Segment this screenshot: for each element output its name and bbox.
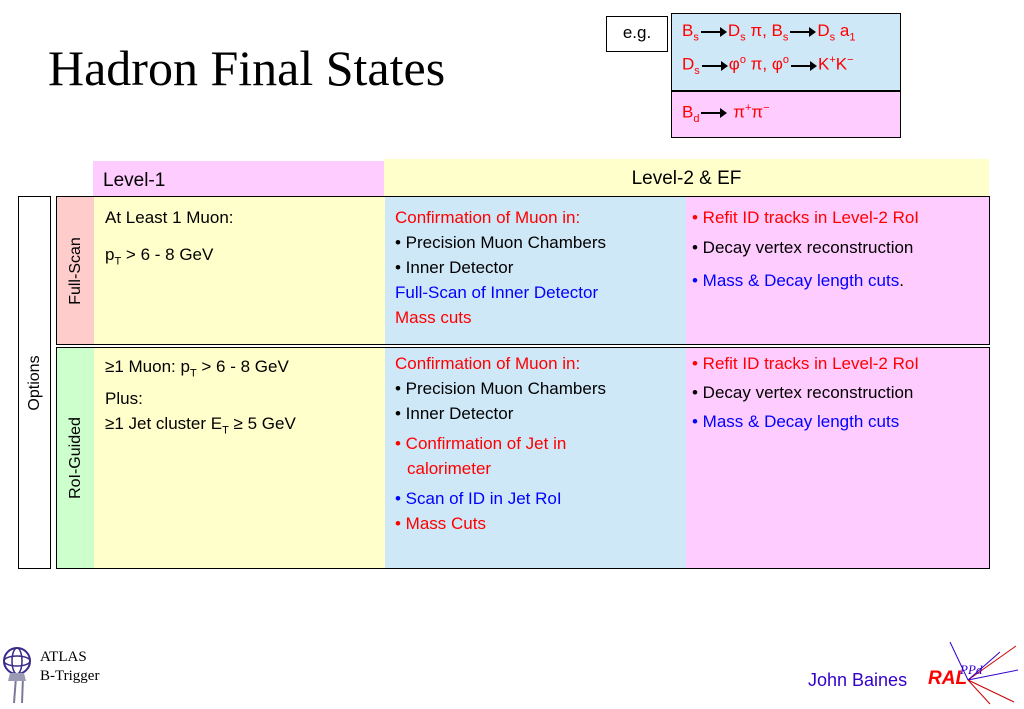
arrow-icon: [701, 112, 725, 114]
atlas-footer-text: [40, 648, 99, 686]
atlas-logo-icon: [2, 643, 36, 705]
example-bs-decays: [671, 13, 901, 91]
fullscan-l2-line: • Inner Detector: [395, 258, 514, 277]
roiguided-l2-line: • Inner Detector: [395, 404, 514, 423]
arrow-icon: [791, 65, 815, 67]
ral-logo-text: RAL: [928, 668, 968, 689]
options-box: [18, 196, 51, 569]
roiguided-l1-muon: ≥1 Muon: $p_T > 6 - 8$ GeV: [105, 357, 289, 380]
example-line-2: $D_s$ $\varphi^o$ π, $\varphi^o$ K+K−: [682, 54, 854, 78]
level1-header: Level-1: [93, 161, 384, 196]
page-title: Hadron Final States: [48, 40, 446, 96]
options-label: Options: [25, 354, 43, 411]
fullscan-row: [56, 196, 990, 345]
roiguided-l2-line: • Scan of ID in Jet RoI: [395, 489, 562, 508]
fullscan-level1-cell: [94, 197, 385, 344]
roiguided-ef-line: • Refit ID tracks in Level-2 RoI: [692, 354, 920, 373]
roiguided-label-cell: [57, 348, 94, 568]
roiguided-row: [56, 347, 990, 569]
example-line-1: $B_s$ $D_s$ π, $B_s$ $D_s$ $a_1$: [682, 21, 856, 44]
roiguided-ef-line: • Decay vertex reconstruction: [692, 383, 914, 402]
arrow-icon: [790, 31, 814, 33]
roiguided-l2-line: calorimeter: [407, 459, 492, 478]
fullscan-ef-line: • Refit ID tracks in Level-2 RoI: [692, 208, 920, 227]
roiguided-label: RoI-Guided: [66, 417, 84, 499]
roiguided-l2-line: • Precision Muon Chambers: [395, 379, 606, 398]
example-label: e.g.: [606, 16, 668, 52]
fullscan-l2-line: Confirmation of Muon in:: [395, 208, 581, 227]
fullscan-l2-line: Full-Scan of Inner Detector: [395, 283, 599, 302]
roiguided-l2-line: • Mass Cuts: [395, 514, 486, 533]
fullscan-label-cell: [57, 197, 94, 344]
arrow-icon: [702, 65, 726, 67]
roiguided-level2-cell: [385, 348, 686, 568]
btrigger-label: B-Trigger: [40, 668, 100, 684]
fullscan-l1-pt: $p_T > 6 - 8$ GeV: [105, 245, 214, 268]
roiguided-ef-line: • Mass & Decay length cuts: [692, 412, 900, 431]
fullscan-level2-cell: [385, 197, 686, 344]
example-bd-decay: $B_d$ π+π−: [671, 91, 901, 138]
fullscan-ef-line: • Decay vertex reconstruction: [692, 238, 914, 257]
fullscan-ef-cell: [686, 197, 989, 344]
roiguided-ef-cell: [686, 348, 989, 568]
author-name: John Baines: [808, 670, 908, 690]
roiguided-level1-cell: [94, 348, 385, 568]
arrow-icon: [701, 31, 725, 33]
fullscan-ef-line: • Mass & Decay length cuts.: [692, 271, 904, 290]
atlas-label: ATLAS: [40, 649, 87, 665]
roiguided-l2-line: Confirmation of Muon in:: [395, 354, 581, 373]
fullscan-label: Full-Scan: [66, 236, 84, 305]
roiguided-l1-plus: Plus:: [105, 389, 143, 409]
ppd-logo-text: PPd: [960, 662, 983, 677]
roiguided-l1-jet: ≥1 Jet cluster $E_T \ge 5$ GeV: [105, 414, 296, 437]
roiguided-l2-line: • Confirmation of Jet in: [395, 434, 567, 453]
fullscan-l2-line: Mass cuts: [395, 308, 472, 327]
fullscan-l1-line1: At Least 1 Muon:: [105, 208, 234, 227]
fullscan-l2-line: • Precision Muon Chambers: [395, 233, 606, 252]
level2-ef-header: Level-2 & EF: [384, 159, 989, 196]
